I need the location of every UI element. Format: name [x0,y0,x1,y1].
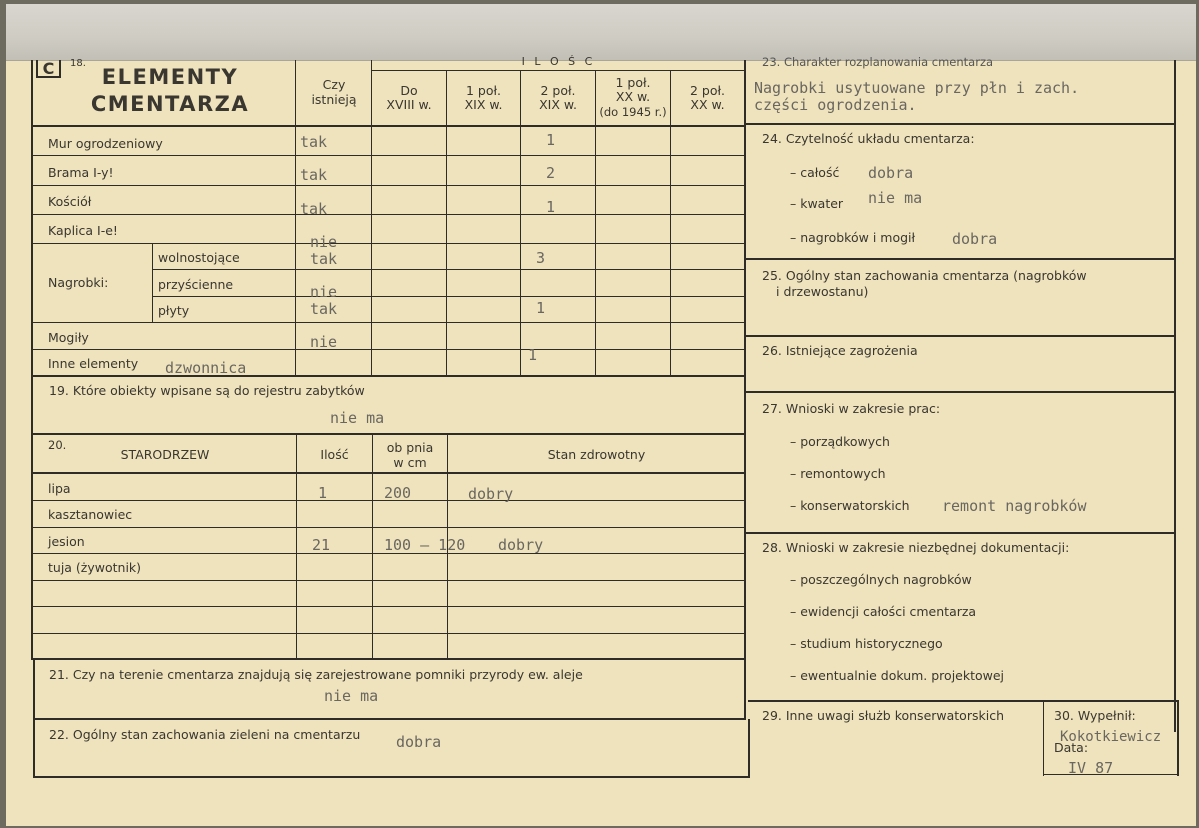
tape-strip [6,4,1196,61]
col-2pol-xx-1: 2 poł. [689,83,726,98]
rule-line [446,70,447,376]
col-istnieja-label: istnieją [311,92,357,107]
ilosc-header: I L O Ś C [521,55,596,68]
rule-line [746,532,1176,534]
rule-line [31,243,746,244]
wolnostojace-qty-value: 3 [536,249,546,267]
rule-line [152,269,745,270]
rule-line [744,659,746,719]
row-wolnostojace-label: wolnostojące [158,250,240,265]
rule-line [31,433,746,435]
col-1pol-xix-1: 1 poł. [465,83,502,98]
rule-line [746,391,1176,393]
rule-line [33,719,35,777]
rule-line [31,155,746,156]
section-18-number: 18. [70,58,86,69]
row-nagrobki-label: Nagrobki: [48,275,109,290]
rule-line [33,659,35,719]
rule-line [31,185,746,186]
rule-line [31,434,33,659]
s24-nagrobkow-value: dobra [952,230,998,248]
col-2pol-xix-1: 2 poł. [540,83,576,98]
plyty-czy-value: tak [310,300,338,318]
col-1pol-xx-3: (do 1945 r.) [599,105,667,119]
rule-line [31,376,33,434]
tree-name: jesion [48,534,85,549]
rule-line [31,633,746,634]
przyscienne-czy-value: nie [310,283,338,301]
s20-col-stan: Stan zdrowotny [547,447,646,462]
tree-obwod: 200 [384,484,412,502]
rule-line [31,527,746,528]
brama-czy-value: tak [300,166,328,184]
s24-calosc-value: dobra [868,164,914,182]
wolnostojace-czy-value: tak [310,250,338,268]
rule-line [746,258,1176,260]
tree-name: lipa [48,481,71,496]
tree-qty: 21 [312,536,331,554]
row-kaplica-label: Kaplica I-e! [48,223,118,238]
s28-item: – ewidencji całości cmentarza [790,604,977,619]
s30-label: 30. Wypełnił: [1054,708,1136,723]
mur-qty-value: 1 [546,131,556,149]
mur-czy-value: tak [300,133,328,151]
s20-col-obwod-2: w cm [393,455,427,470]
tree-obwod: 100 – 120 [384,536,466,554]
rule-line [520,70,521,376]
s21-label: 21. Czy na terenie cmentarza znajdują się zarejestrowane pomniki przyrody ew. aleje [49,667,583,682]
rule-line [296,434,297,659]
rule-line [744,376,746,434]
rule-line [31,606,746,607]
s23-label: 23. Charakter rozplanowania cmentarza [762,55,994,69]
rule-line [31,472,746,474]
s27-label: 27. Wnioski w zakresie prac: [762,401,941,416]
tree-stan: dobry [498,536,544,554]
row-mur-label: Mur ogrodzeniowy [48,136,163,151]
col-2pol-xix-2: XIX w. [539,97,577,112]
s30-name: Kokotkiewicz [1060,729,1162,745]
s30-date: IV 87 [1068,759,1114,777]
s22-label: 22. Ogólny stan zachowania zieleni na cmentarzu [49,727,361,742]
rule-line [31,580,746,581]
col-1pol-xx-2: XX w. [615,89,651,104]
rule-line [33,718,746,720]
rule-line [1174,60,1176,732]
s29-label: 29. Inne uwagi służb konserwatorskich [762,708,1004,723]
s19-label: 19. Które obiekty wpisane są do rejestru zabytków [49,383,365,398]
rule-line [748,700,1178,702]
s24-kwater-value: nie ma [868,189,923,207]
s20-col-obwod-1: ob pnia [386,440,434,455]
rule-line [31,349,746,350]
s28-item: – studium historycznego [790,636,943,651]
rule-line [746,123,1176,125]
rule-line [746,335,1176,337]
rule-line [295,60,296,376]
tree-stan: dobry [468,485,514,503]
s25-label-line2: i drzewostanu) [776,284,869,299]
row-kosciol-label: Kościół [48,194,92,209]
rule-line [31,214,746,215]
rule-line [33,776,750,778]
s20-col-ilosc: Ilość [320,447,349,462]
s27-konserwatorskich-value: remont nagrobków [942,497,1087,515]
s20-title: STARODRZEW [120,447,210,462]
plyty-qty-value: 1 [536,299,546,317]
kosciol-czy-value: tak [300,200,328,218]
form-sheet [6,4,1196,826]
s25-label-line1: 25. Ogólny stan zachowania cmentarza (nagrobków [762,268,1087,283]
kaplica-czy-value: nie [310,233,338,251]
rule-line [31,658,746,660]
s28-item: – ewentualnie dokum. projektowej [790,668,1005,683]
row-przyscienne-label: przyścienne [158,277,234,292]
s24-label: 24. Czytelność układu cmentarza: [762,131,975,146]
s28-label: 28. Wnioski w zakresie niezbędnej dokumentacji: [762,540,1070,555]
rule-line [31,125,746,127]
rule-line [371,70,745,71]
col-czy-label: Czy [322,77,346,92]
s23-value-line1: Nagrobki usytuowane przy płn i zach. [754,79,1080,97]
col-1pol-xx-1: 1 poł. [615,75,651,90]
rule-line [1043,700,1044,776]
brama-qty-value: 2 [546,164,556,182]
rule-line [31,322,746,323]
rule-line [1177,700,1179,776]
s20-number: 20. [48,438,67,452]
row-mogily-label: Mogiły [48,330,89,345]
row-plyty-label: płyty [158,303,190,318]
s24-nagrobkow-label: – nagrobków i mogił [790,230,916,245]
s22-value: dobra [396,733,442,751]
tree-name: tuja (żywotnik) [48,560,142,575]
s26-label: 26. Istniejące zagrożenia [762,343,918,358]
rule-line [744,434,746,659]
col-2pol-xx-2: XX w. [690,97,725,112]
s24-calosc-label: – całość [790,165,840,180]
s21-value: nie ma [324,687,379,705]
kosciol-qty-value: 1 [546,198,556,216]
rule-line [748,719,750,777]
rule-line [744,60,746,376]
rule-line [31,60,33,376]
rule-line [152,296,745,297]
tree-qty: 1 [318,484,328,502]
section-18-title-line1: ELEMENTY [101,65,239,89]
s24-kwater-label: – kwater [790,196,844,211]
col-do-xviii-1: Do [400,83,418,98]
s28-item: – poszczególnych nagrobków [790,572,972,587]
rule-line [152,243,153,322]
col-do-xviii-2: XVIII w. [386,97,432,112]
row-brama-label: Brama I-y! [48,165,114,180]
inne-value: dzwonnica [165,359,247,377]
s30-date-label: Data: [1054,740,1089,755]
s27-porzadkowych: – porządkowych [790,434,890,449]
s27-remontowych: – remontowych [790,466,886,481]
tree-name: kasztanowiec [48,507,133,522]
col-1pol-xix-2: XIX w. [464,97,503,112]
rule-line [670,70,671,376]
row-inne-label: Inne elementy [48,356,139,371]
inne-qty-value: 1 [528,346,538,364]
s19-value: nie ma [330,409,385,427]
s23-value-line2: części ogrodzenia. [754,96,917,114]
rule-line [31,375,746,377]
mogily-czy-value: nie [310,333,338,351]
section-c-box: C [36,60,61,78]
section-18-title-line2: CMENTARZA [90,92,250,116]
s27-konserwatorskich: – konserwatorskich [790,498,910,513]
